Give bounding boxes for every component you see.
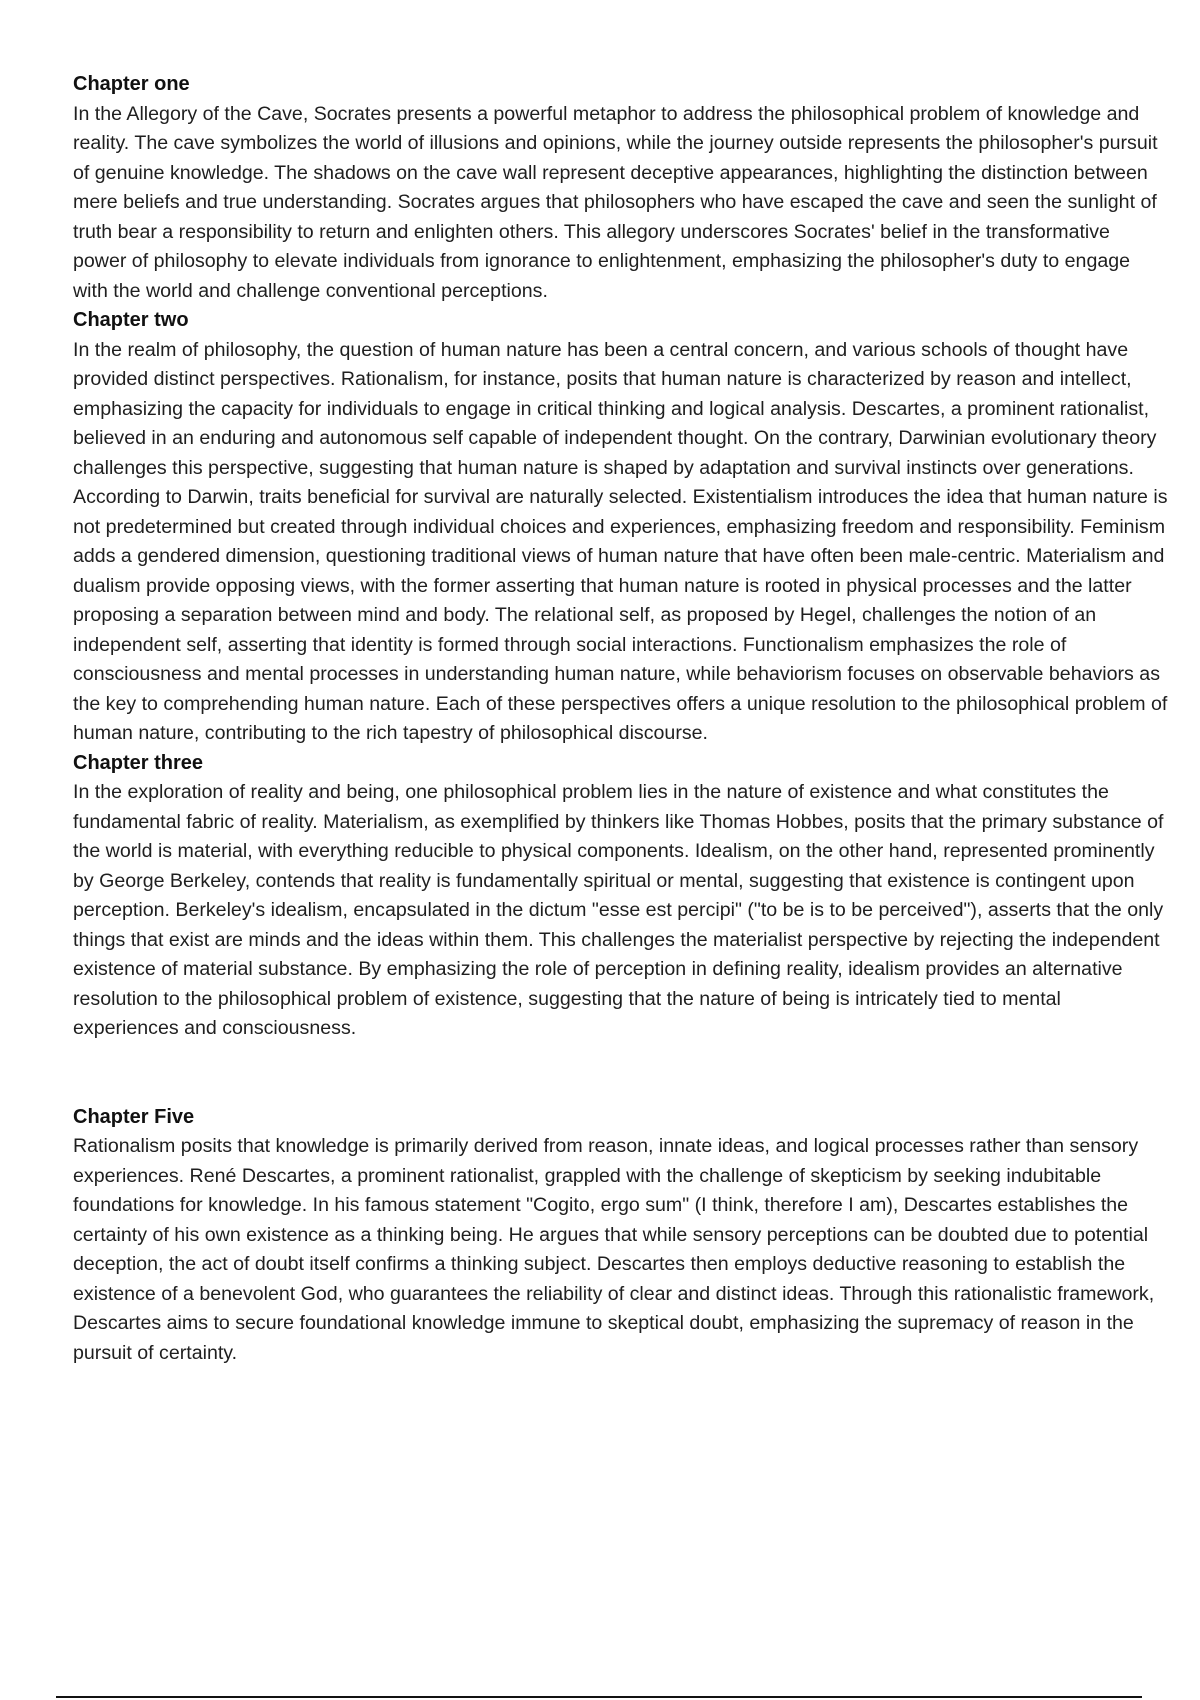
chapter-three-body: In the exploration of reality and being, one philosophical problem lies in the nature of existence and what constitutes the fundamental fabric of reality. Materialism, as exemplified by thinkers like Thomas Hobbes, posits that the primary substance of the world is material, with everything reducible to physical components. Idealism, on the other hand, represented prominently by George Berkeley, contends that reality is fundamentally spiritual or mental, suggesting that existence is contingent upon perception. Berkeley's idealism, encapsulated in the dictum "esse est percipi" ("to be is to be perceived"), asserts that the only things that exist are minds and the ideas within them. This challenges the materialist perspective by rejecting the independent existence of material substance. By emphasizing the role of perception in defining reality, idealism provides an alternative resolution to the philosophical problem of existence, suggesting that the nature of being is intricately tied to mental experiences and consciousness.	[73, 781, 1164, 1039]
chapter-two-heading: Chapter two	[73, 309, 189, 331]
footer-divider	[56, 1696, 1142, 1698]
chapter-one	[73, 70, 1168, 306]
section-gap	[73, 1044, 1168, 1103]
chapter-one-heading: Chapter one	[73, 73, 190, 95]
chapter-five-heading: Chapter Five	[73, 1105, 195, 1128]
chapter-one-body: In the Allegory of the Cave, Socrates presents a powerful metaphor to address the philosophical problem of knowledge and reality. The cave symbolizes the world of illusions and opinions, while the journey outside represents the philosopher's pursuit of genuine knowledge. The shadows on the cave wall represent deceptive appearances, highlighting the distinction between mere beliefs and true understanding. Socrates argues that philosophers who have escaped the cave and seen the sunlight of truth bear a responsibility to return and enlighten others. This allegory underscores Socrates' belief in the transformative power of philosophy to elevate individuals from ignorance to enlightenment, emphasizing the philosopher's duty to engage with the world and challenge conventional perceptions.	[73, 102, 1158, 302]
chapter-three	[73, 749, 1168, 1044]
chapter-two-body: In the realm of philosophy, the question of human nature has been a central concern, and various schools of thought have provided distinct perspectives. Rationalism, for instance, posits that human nature is characterized by reason and intellect, emphasizing the capacity for individuals to engage in critical thinking and logical analysis. Descartes, a prominent rationalist, believed in an enduring and autonomous self capable of independent thought. On the contrary, Darwinian evolutionary theory challenges this perspective, suggesting that human nature is shaped by adaptation and survival instincts over generations. According to Darwin, traits beneficial for survival are naturally selected. Existentialism introduces the idea that human nature is not predetermined but created through individual choices and experiences, emphasizing freedom and responsibility. Feminism adds a gendered dimension, questioning traditional views of human nature that have often been male-centric. Materialism and dualism provide opposing views, with the former asserting that human nature is rooted in physical processes and the latter proposing a separation between mind and body. The relational self, as proposed by Hegel, challenges the notion of an independent self, asserting that identity is formed through social interactions. Functionalism emphasizes the role of consciousness and mental processes in understanding human nature, while behaviorism focuses on observable behaviors as the key to comprehending human nature. Each of these perspectives offers a unique resolution to the philosophical problem of human nature, contributing to the rich tapestry of philosophical discourse.	[73, 338, 1168, 744]
chapter-three-heading: Chapter three	[73, 751, 204, 774]
chapter-two	[73, 306, 1168, 749]
chapter-five	[73, 1103, 1168, 1369]
chapter-five-body: Rationalism posits that knowledge is primarily derived from reason, innate ideas, and logical processes rather than sensory experiences. René Descartes, a prominent rationalist, grappled with the challenge of skepticism by seeking indubitable foundations for knowledge. In his famous statement "Cogito, ergo sum" (I think, therefore I am), Descartes establishes the certainty of his own existence as a thinking being. He argues that while sensory perceptions can be doubted due to potential deception, the act of doubt itself confirms a thinking subject. Descartes then employs deductive reasoning to establish the existence of a benevolent God, who guarantees the reliability of clear and distinct ideas. Through this rationalistic framework, Descartes aims to secure foundational knowledge immune to skeptical doubt, emphasizing the supremacy of reason in the pursuit of certainty.	[73, 1135, 1155, 1364]
document-page	[73, 70, 1168, 1368]
